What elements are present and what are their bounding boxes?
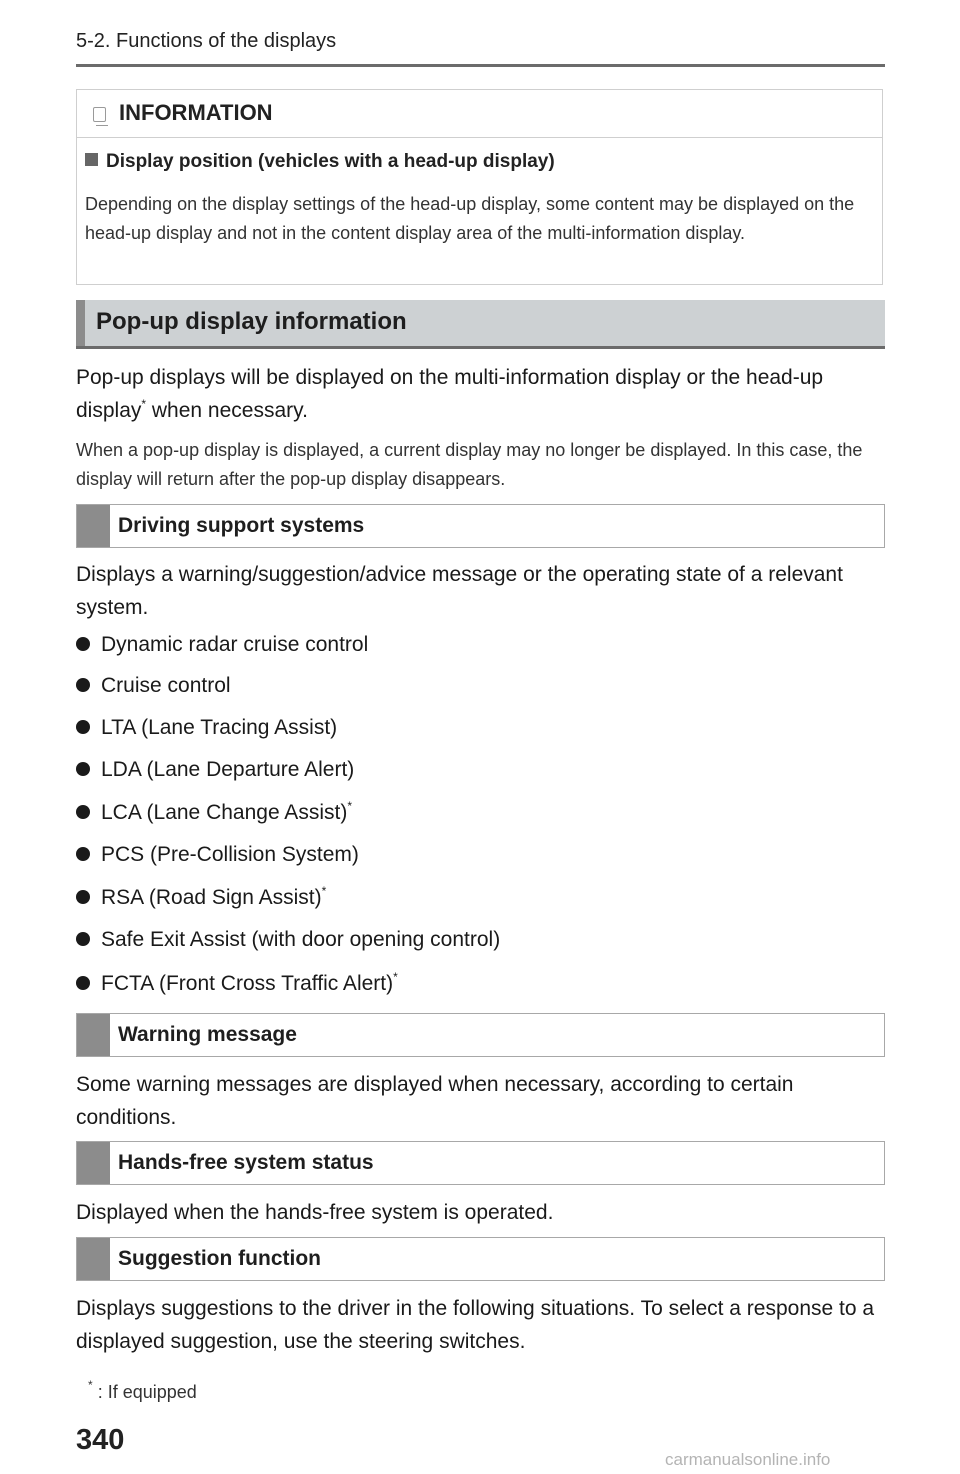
header-rule — [76, 64, 885, 67]
section-note: When a pop-up display is displayed, a current display may no longer be displayed. In this case, the display will return after the pop-up display disappears. — [76, 440, 863, 489]
list-item — [76, 972, 398, 996]
section-title: Pop-up display information — [96, 308, 407, 335]
subheading-marker — [77, 1014, 110, 1056]
list-item-label: Safe Exit Assist (with door opening control) — [101, 928, 501, 951]
subheading-marker — [77, 505, 110, 547]
asterisk-mark: * — [321, 884, 327, 898]
information-subheading-text: Display position (vehicles with a head-up display) — [106, 151, 555, 172]
asterisk-mark: * — [141, 397, 147, 411]
hands-free-title: Hands-free system status — [118, 1151, 374, 1174]
asterisk-mark: * — [347, 799, 352, 813]
list-item — [76, 758, 354, 782]
running-head: 5-2. Functions of the displays — [76, 30, 337, 52]
list-item-label: LTA (Lane Tracing Assist) — [101, 716, 338, 739]
list-item-label: LDA (Lane Departure Alert) — [101, 758, 355, 781]
section-heading-marker — [76, 300, 85, 346]
information-text: Depending on the display settings of the head-up display, some content may be displayed on the head-up display and not in the content display area of the multi-information display. — [85, 194, 855, 243]
suggestion-heading — [76, 1237, 885, 1281]
list-item — [76, 674, 231, 698]
list-item-label: LCA (Lane Change Assist) — [101, 801, 348, 824]
driving-support-heading — [76, 504, 885, 548]
section-intro-part1: Pop-up displays will be displayed on the multi-information display or the head-up display — [76, 366, 824, 422]
information-box — [76, 89, 883, 285]
bullet-icon — [76, 976, 90, 990]
suggestion-title: Suggestion function — [118, 1247, 321, 1270]
warning-message-heading — [76, 1013, 885, 1057]
list-item-label: PCS (Pre-Collision System) — [101, 843, 359, 866]
list-item — [76, 843, 359, 867]
footnote — [88, 1378, 197, 1403]
subheading-marker — [77, 1238, 110, 1280]
list-item — [76, 886, 326, 910]
watermark: carmanualsonline.info — [665, 1450, 831, 1469]
hands-free-heading — [76, 1141, 885, 1185]
driving-support-text: Displays a warning/suggestion/advice message or the operating state of a relevant system. — [76, 563, 843, 619]
hands-free-text: Displayed when the hands-free system is operated. — [76, 1201, 554, 1224]
section-intro — [76, 361, 886, 427]
list-item-label: Cruise control — [101, 674, 231, 697]
asterisk-mark: * — [393, 970, 398, 984]
page-number: 340 — [76, 1424, 125, 1456]
warning-message-text: Some warning messages are displayed when necessary, according to certain conditions. — [76, 1073, 794, 1129]
information-subheading — [85, 151, 555, 173]
bullet-icon — [76, 720, 90, 734]
list-item — [76, 633, 368, 657]
bullet-icon — [76, 762, 90, 776]
bullet-icon — [76, 678, 90, 692]
section-heading-bar — [76, 300, 885, 349]
section-intro-part2: when necessary. — [146, 399, 308, 422]
list-item-label: Dynamic radar cruise control — [101, 633, 369, 656]
suggestion-text: Displays suggestions to the driver in the following situations. To select a response to a displayed suggestion, use the steering switches. — [76, 1297, 875, 1353]
information-title: INFORMATION — [119, 100, 273, 125]
bullet-icon — [76, 805, 90, 819]
bullet-icon — [76, 932, 90, 946]
list-item-label: FCTA (Front Cross Traffic Alert) — [101, 972, 394, 995]
warning-message-title: Warning message — [118, 1023, 297, 1046]
note-icon — [93, 107, 106, 122]
square-bullet-icon — [85, 153, 98, 166]
list-item — [76, 928, 500, 952]
driving-support-title: Driving support systems — [118, 514, 365, 537]
list-item — [76, 716, 337, 740]
bullet-icon — [76, 890, 90, 904]
bullet-icon — [76, 637, 90, 651]
bullet-icon — [76, 847, 90, 861]
list-item-label: RSA (Road Sign Assist) — [101, 886, 322, 909]
footnote-mark: * — [88, 1378, 93, 1392]
footnote-text: : If equipped — [97, 1382, 197, 1402]
list-item — [76, 801, 352, 825]
information-header — [77, 90, 882, 138]
subheading-marker — [77, 1142, 110, 1184]
